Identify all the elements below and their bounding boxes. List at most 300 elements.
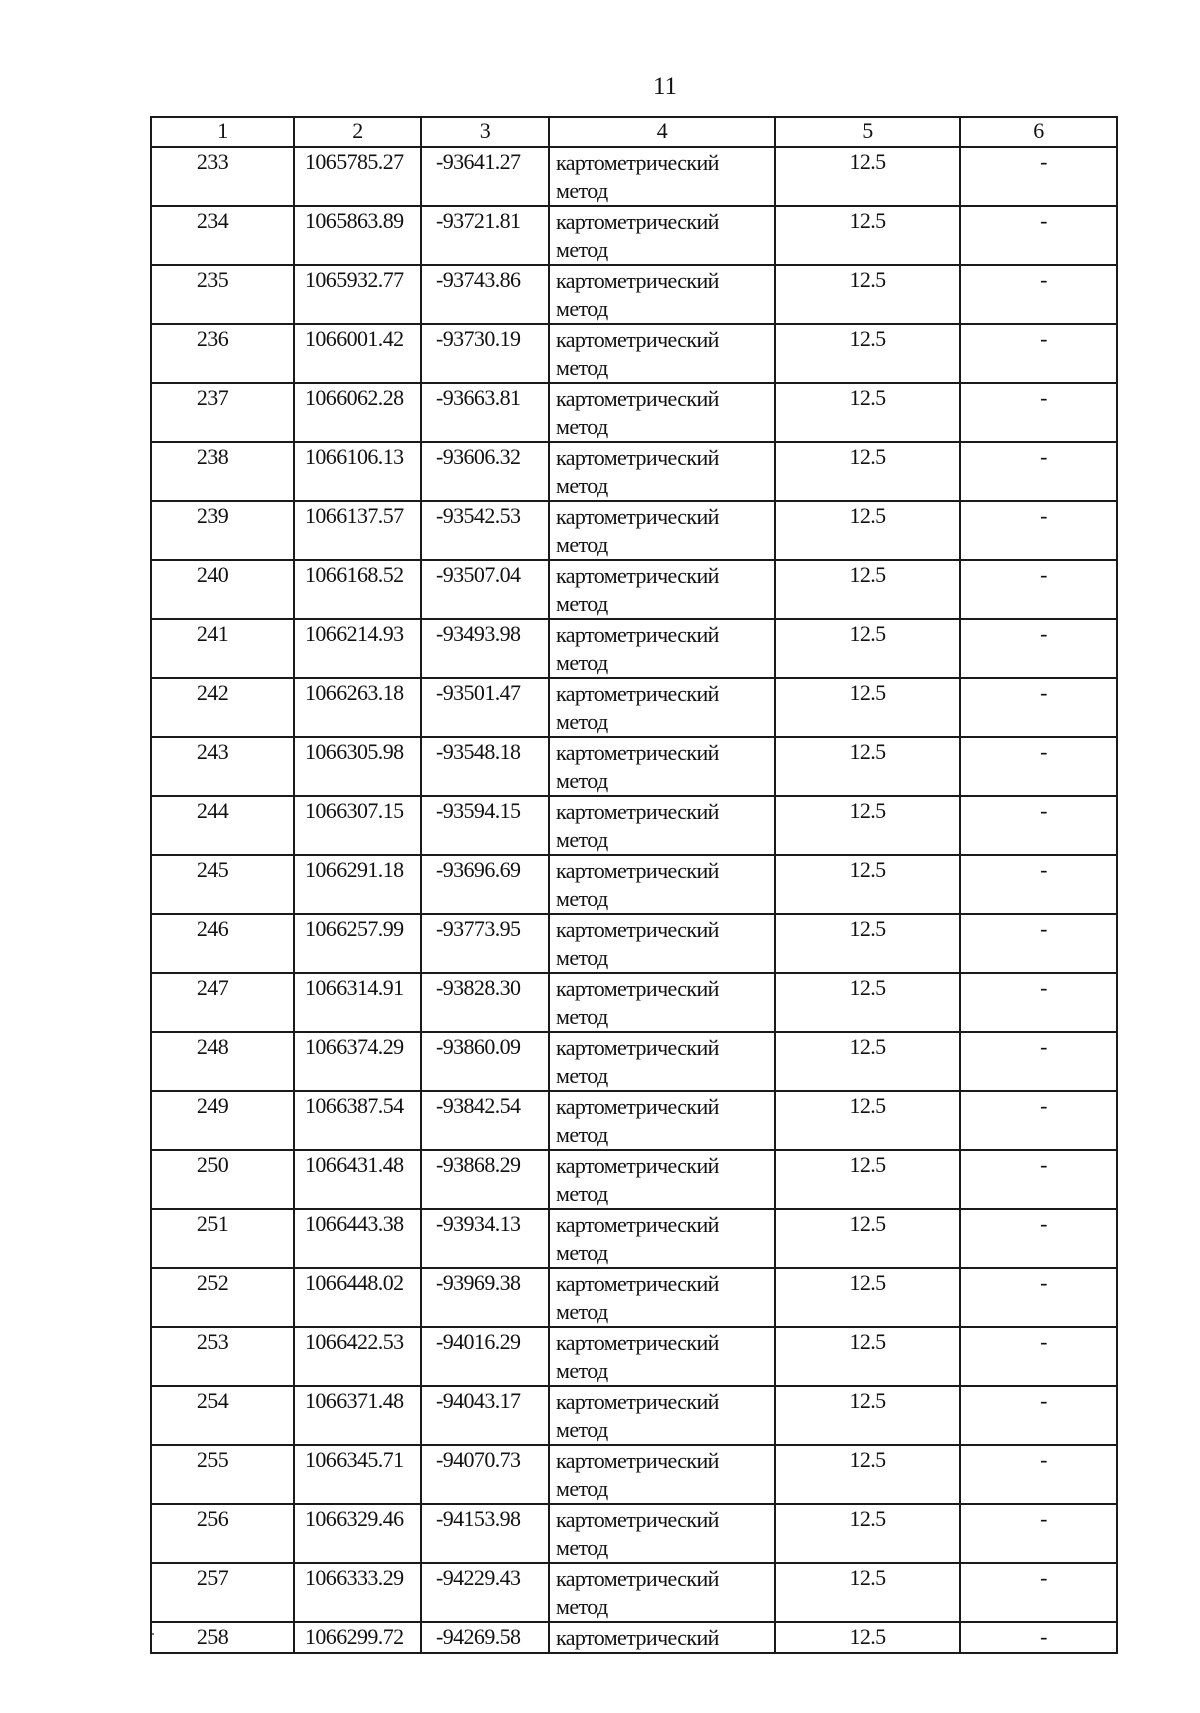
table-row bbox=[151, 619, 1117, 678]
method-cell bbox=[549, 1032, 775, 1091]
method-cell bbox=[549, 1209, 775, 1268]
cell-text: 1066422.53 bbox=[305, 1329, 404, 1354]
point-number-cell bbox=[151, 206, 294, 265]
x-coordinate-cell bbox=[294, 383, 421, 442]
cell-text: -93860.09 bbox=[436, 1034, 521, 1059]
y-coordinate-cell bbox=[421, 1563, 549, 1622]
cell-text: 12.5 bbox=[849, 267, 886, 292]
cell-text: -93743.86 bbox=[436, 267, 521, 292]
cell-text: - bbox=[1040, 798, 1047, 823]
note-cell bbox=[960, 914, 1117, 973]
accuracy-cell bbox=[775, 973, 960, 1032]
cell-text: 12.5 bbox=[849, 798, 886, 823]
cell-text: - bbox=[1040, 1447, 1047, 1472]
cell-text: 12.5 bbox=[849, 1211, 886, 1236]
y-coordinate-cell bbox=[421, 560, 549, 619]
point-number-cell bbox=[151, 619, 294, 678]
x-coordinate-cell bbox=[294, 1209, 421, 1268]
cell-text: 12.5 bbox=[849, 1624, 886, 1649]
x-coordinate-cell bbox=[294, 560, 421, 619]
point-number-cell bbox=[151, 147, 294, 206]
cell-text: 1066387.54 bbox=[305, 1093, 404, 1118]
cell-text: 1066137.57 bbox=[305, 503, 404, 528]
cell-text: - bbox=[1040, 857, 1047, 882]
cell-text: - bbox=[1040, 1565, 1047, 1590]
note-cell bbox=[960, 1268, 1117, 1327]
cell-text: 238 bbox=[196, 444, 229, 469]
method-cell bbox=[549, 973, 775, 1032]
cell-text: - bbox=[1040, 1211, 1047, 1236]
cell-text: 251 bbox=[196, 1211, 229, 1236]
cell-text: 12.5 bbox=[849, 149, 886, 174]
cell-text: 1066448.02 bbox=[305, 1270, 404, 1295]
cell-text: 12.5 bbox=[849, 857, 886, 882]
page-number: 11 bbox=[652, 73, 678, 100]
cell-text: 12.5 bbox=[849, 1034, 886, 1059]
column-header: 6 bbox=[960, 117, 1117, 147]
cell-text: 12.5 bbox=[849, 680, 886, 705]
cell-text: 248 bbox=[196, 1034, 229, 1059]
accuracy-cell bbox=[775, 914, 960, 973]
cell-text: -93773.95 bbox=[436, 916, 521, 941]
x-coordinate-cell bbox=[294, 1386, 421, 1445]
cell-text: 1066001.42 bbox=[305, 326, 404, 351]
point-number-cell bbox=[151, 1386, 294, 1445]
accuracy-cell bbox=[775, 383, 960, 442]
note-cell bbox=[960, 1150, 1117, 1209]
y-coordinate-cell bbox=[421, 1445, 549, 1504]
cell-text: картометрический метод bbox=[556, 1566, 719, 1619]
cell-text: 233 bbox=[196, 149, 229, 174]
note-cell bbox=[960, 1504, 1117, 1563]
accuracy-cell bbox=[775, 265, 960, 324]
cell-text: картометрический метод bbox=[556, 1330, 719, 1383]
column-header: 5 bbox=[775, 117, 960, 147]
cell-text: -93663.81 bbox=[436, 385, 521, 410]
cell-text: 247 bbox=[196, 975, 229, 1000]
note-cell bbox=[960, 1209, 1117, 1268]
accuracy-cell bbox=[775, 1091, 960, 1150]
cell-text: -94229.43 bbox=[436, 1565, 521, 1590]
cell-text: картометрический метод bbox=[556, 1153, 719, 1206]
cell-text: картометрический метод bbox=[556, 1035, 719, 1088]
cell-text: картометрический метод bbox=[556, 917, 719, 970]
cell-text: - bbox=[1040, 503, 1047, 528]
cell-text: 249 bbox=[196, 1093, 229, 1118]
cell-text: 12.5 bbox=[849, 739, 886, 764]
cell-text: - bbox=[1040, 267, 1047, 292]
y-coordinate-cell bbox=[421, 206, 549, 265]
cell-text: -93493.98 bbox=[436, 621, 521, 646]
cell-text: 1066374.29 bbox=[305, 1034, 404, 1059]
cell-text: 1066314.91 bbox=[305, 975, 404, 1000]
x-coordinate-cell bbox=[294, 147, 421, 206]
cell-text: 12.5 bbox=[849, 1447, 886, 1472]
table-row bbox=[151, 914, 1117, 973]
cell-text: -93501.47 bbox=[436, 680, 521, 705]
note-cell bbox=[960, 560, 1117, 619]
table-body bbox=[151, 117, 1117, 1653]
cell-text: -93606.32 bbox=[436, 444, 521, 469]
table-row bbox=[151, 1563, 1117, 1622]
cell-text: 1066305.98 bbox=[305, 739, 404, 764]
coordinates-table bbox=[150, 116, 1118, 1654]
table-row bbox=[151, 442, 1117, 501]
cell-text: картометрический метод bbox=[556, 386, 719, 439]
accuracy-cell bbox=[775, 796, 960, 855]
table-row bbox=[151, 855, 1117, 914]
point-number-cell bbox=[151, 1091, 294, 1150]
point-number-cell bbox=[151, 737, 294, 796]
accuracy-cell bbox=[775, 1268, 960, 1327]
method-cell bbox=[549, 383, 775, 442]
cell-text: 1066106.13 bbox=[305, 444, 404, 469]
cell-text: 12.5 bbox=[849, 975, 886, 1000]
cell-text: 241 bbox=[196, 621, 229, 646]
cell-text: - bbox=[1040, 739, 1047, 764]
point-number-cell bbox=[151, 265, 294, 324]
table-row bbox=[151, 560, 1117, 619]
method-cell bbox=[549, 1445, 775, 1504]
cell-text: 246 bbox=[196, 916, 229, 941]
y-coordinate-cell bbox=[421, 324, 549, 383]
cell-text: картометрический метод bbox=[556, 563, 719, 616]
cell-text: 1066299.72 bbox=[305, 1624, 404, 1649]
method-cell bbox=[549, 1504, 775, 1563]
table-row bbox=[151, 1091, 1117, 1150]
cell-text: 12.5 bbox=[849, 1565, 886, 1590]
y-coordinate-cell bbox=[421, 265, 549, 324]
y-coordinate-cell bbox=[421, 973, 549, 1032]
cell-text: - bbox=[1040, 1329, 1047, 1354]
method-cell bbox=[549, 678, 775, 737]
table-row bbox=[151, 678, 1117, 737]
accuracy-cell bbox=[775, 442, 960, 501]
cell-text: -93696.69 bbox=[436, 857, 521, 882]
table-header-row bbox=[151, 117, 1117, 147]
cell-text: 256 bbox=[196, 1506, 229, 1531]
column-header: 3 bbox=[421, 117, 549, 147]
cell-text: -93594.15 bbox=[436, 798, 521, 823]
x-coordinate-cell bbox=[294, 442, 421, 501]
y-coordinate-cell bbox=[421, 1386, 549, 1445]
note-cell bbox=[960, 855, 1117, 914]
column-header: 1 bbox=[151, 117, 294, 147]
method-cell bbox=[549, 1268, 775, 1327]
cell-text: 12.5 bbox=[849, 1329, 886, 1354]
note-cell bbox=[960, 619, 1117, 678]
point-number-cell bbox=[151, 678, 294, 737]
method-cell bbox=[549, 265, 775, 324]
point-number-cell bbox=[151, 1504, 294, 1563]
cell-text: -93641.27 bbox=[436, 149, 521, 174]
y-coordinate-cell bbox=[421, 442, 549, 501]
cell-text: 1066443.38 bbox=[305, 1211, 404, 1236]
cell-text: 12.5 bbox=[849, 562, 886, 587]
table-row bbox=[151, 1209, 1117, 1268]
accuracy-cell bbox=[775, 855, 960, 914]
y-coordinate-cell bbox=[421, 619, 549, 678]
method-cell bbox=[549, 914, 775, 973]
cell-text: 1066345.71 bbox=[305, 1447, 404, 1472]
cell-text: -93934.13 bbox=[436, 1211, 521, 1236]
x-coordinate-cell bbox=[294, 1563, 421, 1622]
cell-text: 242 bbox=[196, 680, 229, 705]
cell-text: 1066263.18 bbox=[305, 680, 404, 705]
note-cell bbox=[960, 324, 1117, 383]
y-coordinate-cell bbox=[421, 1504, 549, 1563]
cell-text: 1066371.48 bbox=[305, 1388, 404, 1413]
cell-text: - bbox=[1040, 326, 1047, 351]
method-cell bbox=[549, 1622, 775, 1653]
x-coordinate-cell bbox=[294, 1445, 421, 1504]
method-cell bbox=[549, 1386, 775, 1445]
point-number-cell bbox=[151, 1327, 294, 1386]
column-header: 4 bbox=[549, 117, 775, 147]
cell-text: 12.5 bbox=[849, 385, 886, 410]
note-cell bbox=[960, 383, 1117, 442]
cell-text: - bbox=[1040, 680, 1047, 705]
y-coordinate-cell bbox=[421, 855, 549, 914]
y-coordinate-cell bbox=[421, 147, 549, 206]
cell-text: - bbox=[1040, 208, 1047, 233]
cell-text: 239 bbox=[196, 503, 229, 528]
method-cell bbox=[549, 619, 775, 678]
cell-text: 1066431.48 bbox=[305, 1152, 404, 1177]
accuracy-cell bbox=[775, 1622, 960, 1653]
accuracy-cell bbox=[775, 324, 960, 383]
cell-text: картометрический метод bbox=[556, 209, 719, 262]
note-cell bbox=[960, 206, 1117, 265]
cell-text: -93868.29 bbox=[436, 1152, 521, 1177]
table-row bbox=[151, 1150, 1117, 1209]
cell-text: картометрический метод bbox=[556, 504, 719, 557]
table-row bbox=[151, 265, 1117, 324]
point-number-cell bbox=[151, 1150, 294, 1209]
x-coordinate-cell bbox=[294, 324, 421, 383]
cell-text: - bbox=[1040, 975, 1047, 1000]
point-number-cell bbox=[151, 1563, 294, 1622]
cell-text: - bbox=[1040, 916, 1047, 941]
cell-text: картометрический метод bbox=[556, 327, 719, 380]
cell-text: -93842.54 bbox=[436, 1093, 521, 1118]
cell-text: -93507.04 bbox=[436, 562, 521, 587]
accuracy-cell bbox=[775, 678, 960, 737]
method-cell bbox=[549, 855, 775, 914]
cell-text: картометрический метод bbox=[556, 858, 719, 911]
accuracy-cell bbox=[775, 501, 960, 560]
table-row bbox=[151, 973, 1117, 1032]
note-cell bbox=[960, 796, 1117, 855]
y-coordinate-cell bbox=[421, 1209, 549, 1268]
cell-text: - bbox=[1040, 1624, 1047, 1649]
table-row bbox=[151, 1386, 1117, 1445]
table-row bbox=[151, 324, 1117, 383]
table-row bbox=[151, 501, 1117, 560]
x-coordinate-cell bbox=[294, 265, 421, 324]
table-row bbox=[151, 1268, 1117, 1327]
method-cell bbox=[549, 1150, 775, 1209]
cell-text: -93721.81 bbox=[436, 208, 521, 233]
table-row bbox=[151, 1327, 1117, 1386]
cell-text: - bbox=[1040, 1093, 1047, 1118]
accuracy-cell bbox=[775, 1032, 960, 1091]
cell-text: 243 bbox=[196, 739, 229, 764]
point-number-cell bbox=[151, 855, 294, 914]
point-number-cell bbox=[151, 1622, 294, 1653]
x-coordinate-cell bbox=[294, 1622, 421, 1653]
cell-text: -94153.98 bbox=[436, 1506, 521, 1531]
cell-text: 252 bbox=[196, 1270, 229, 1295]
note-cell bbox=[960, 973, 1117, 1032]
cell-text: - bbox=[1040, 1270, 1047, 1295]
cell-text: -94043.17 bbox=[436, 1388, 521, 1413]
scan-speck bbox=[152, 1633, 154, 1635]
cell-text: - bbox=[1040, 149, 1047, 174]
method-cell bbox=[549, 442, 775, 501]
cell-text: 12.5 bbox=[849, 444, 886, 469]
accuracy-cell bbox=[775, 1150, 960, 1209]
cell-text: -94269.58 bbox=[436, 1624, 521, 1649]
cell-text: картометрический метод bbox=[556, 1389, 719, 1442]
cell-text: -93542.53 bbox=[436, 503, 521, 528]
point-number-cell bbox=[151, 973, 294, 1032]
accuracy-cell bbox=[775, 147, 960, 206]
cell-text: 12.5 bbox=[849, 503, 886, 528]
cell-text: картометрический bbox=[556, 1625, 719, 1650]
cell-text: 244 bbox=[196, 798, 229, 823]
note-cell bbox=[960, 1563, 1117, 1622]
method-cell bbox=[549, 1563, 775, 1622]
cell-text: 12.5 bbox=[849, 1152, 886, 1177]
cell-text: 1065932.77 bbox=[305, 267, 404, 292]
cell-text: - bbox=[1040, 621, 1047, 646]
point-number-cell bbox=[151, 501, 294, 560]
cell-text: 1066062.28 bbox=[305, 385, 404, 410]
method-cell bbox=[549, 501, 775, 560]
point-number-cell bbox=[151, 442, 294, 501]
note-cell bbox=[960, 1622, 1117, 1653]
point-number-cell bbox=[151, 1209, 294, 1268]
note-cell bbox=[960, 1327, 1117, 1386]
table-row bbox=[151, 147, 1117, 206]
cell-text: 12.5 bbox=[849, 916, 886, 941]
cell-text: -94016.29 bbox=[436, 1329, 521, 1354]
table-row bbox=[151, 1504, 1117, 1563]
cell-text: 254 bbox=[196, 1388, 229, 1413]
y-coordinate-cell bbox=[421, 796, 549, 855]
cell-text: -93969.38 bbox=[436, 1270, 521, 1295]
cell-text: 12.5 bbox=[849, 1388, 886, 1413]
cell-text: -93730.19 bbox=[436, 326, 521, 351]
note-cell bbox=[960, 678, 1117, 737]
cell-text: 1066333.29 bbox=[305, 1565, 404, 1590]
y-coordinate-cell bbox=[421, 1268, 549, 1327]
accuracy-cell bbox=[775, 560, 960, 619]
cell-text: 237 bbox=[196, 385, 229, 410]
cell-text: 12.5 bbox=[849, 1270, 886, 1295]
cell-text: 1066214.93 bbox=[305, 621, 404, 646]
method-cell bbox=[549, 147, 775, 206]
method-cell bbox=[549, 560, 775, 619]
cell-text: - bbox=[1040, 385, 1047, 410]
x-coordinate-cell bbox=[294, 678, 421, 737]
table-row bbox=[151, 737, 1117, 796]
cell-text: 234 bbox=[196, 208, 229, 233]
accuracy-cell bbox=[775, 1209, 960, 1268]
cell-text: 12.5 bbox=[849, 326, 886, 351]
point-number-cell bbox=[151, 1445, 294, 1504]
note-cell bbox=[960, 1032, 1117, 1091]
cell-text: 235 bbox=[196, 267, 229, 292]
cell-text: -94070.73 bbox=[436, 1447, 521, 1472]
cell-text: 12.5 bbox=[849, 1093, 886, 1118]
y-coordinate-cell bbox=[421, 1150, 549, 1209]
cell-text: - bbox=[1040, 562, 1047, 587]
x-coordinate-cell bbox=[294, 206, 421, 265]
y-coordinate-cell bbox=[421, 383, 549, 442]
point-number-cell bbox=[151, 1268, 294, 1327]
cell-text: 236 bbox=[196, 326, 229, 351]
cell-text: картометрический метод bbox=[556, 1212, 719, 1265]
cell-text: - bbox=[1040, 1388, 1047, 1413]
x-coordinate-cell bbox=[294, 1150, 421, 1209]
cell-text: 253 bbox=[196, 1329, 229, 1354]
y-coordinate-cell bbox=[421, 1327, 549, 1386]
cell-text: 12.5 bbox=[849, 208, 886, 233]
cell-text: - bbox=[1040, 444, 1047, 469]
cell-text: картометрический метод bbox=[556, 976, 719, 1029]
method-cell bbox=[549, 206, 775, 265]
x-coordinate-cell bbox=[294, 1327, 421, 1386]
accuracy-cell bbox=[775, 1386, 960, 1445]
cell-text: -93828.30 bbox=[436, 975, 521, 1000]
cell-text: картометрический метод bbox=[556, 445, 719, 498]
cell-text: - bbox=[1040, 1034, 1047, 1059]
point-number-cell bbox=[151, 1032, 294, 1091]
cell-text: 12.5 bbox=[849, 1506, 886, 1531]
x-coordinate-cell bbox=[294, 501, 421, 560]
cell-text: 12.5 bbox=[849, 621, 886, 646]
x-coordinate-cell bbox=[294, 1032, 421, 1091]
method-cell bbox=[549, 737, 775, 796]
cell-text: картометрический метод bbox=[556, 1271, 719, 1324]
table-row bbox=[151, 1622, 1117, 1653]
column-header: 2 bbox=[294, 117, 421, 147]
y-coordinate-cell bbox=[421, 678, 549, 737]
point-number-cell bbox=[151, 560, 294, 619]
cell-text: 1066329.46 bbox=[305, 1506, 404, 1531]
x-coordinate-cell bbox=[294, 855, 421, 914]
cell-text: картометрический метод bbox=[556, 1094, 719, 1147]
y-coordinate-cell bbox=[421, 1091, 549, 1150]
x-coordinate-cell bbox=[294, 973, 421, 1032]
cell-text: 1066291.18 bbox=[305, 857, 404, 882]
cell-text: 255 bbox=[196, 1447, 229, 1472]
accuracy-cell bbox=[775, 1504, 960, 1563]
x-coordinate-cell bbox=[294, 737, 421, 796]
cell-text: 1065785.27 bbox=[305, 149, 404, 174]
cell-text: 1066168.52 bbox=[305, 562, 404, 587]
note-cell bbox=[960, 1445, 1117, 1504]
cell-text: - bbox=[1040, 1152, 1047, 1177]
table-row bbox=[151, 383, 1117, 442]
cell-text: картометрический метод bbox=[556, 799, 719, 852]
cell-text: 1065863.89 bbox=[305, 208, 404, 233]
note-cell bbox=[960, 1386, 1117, 1445]
accuracy-cell bbox=[775, 1445, 960, 1504]
cell-text: 240 bbox=[196, 562, 229, 587]
